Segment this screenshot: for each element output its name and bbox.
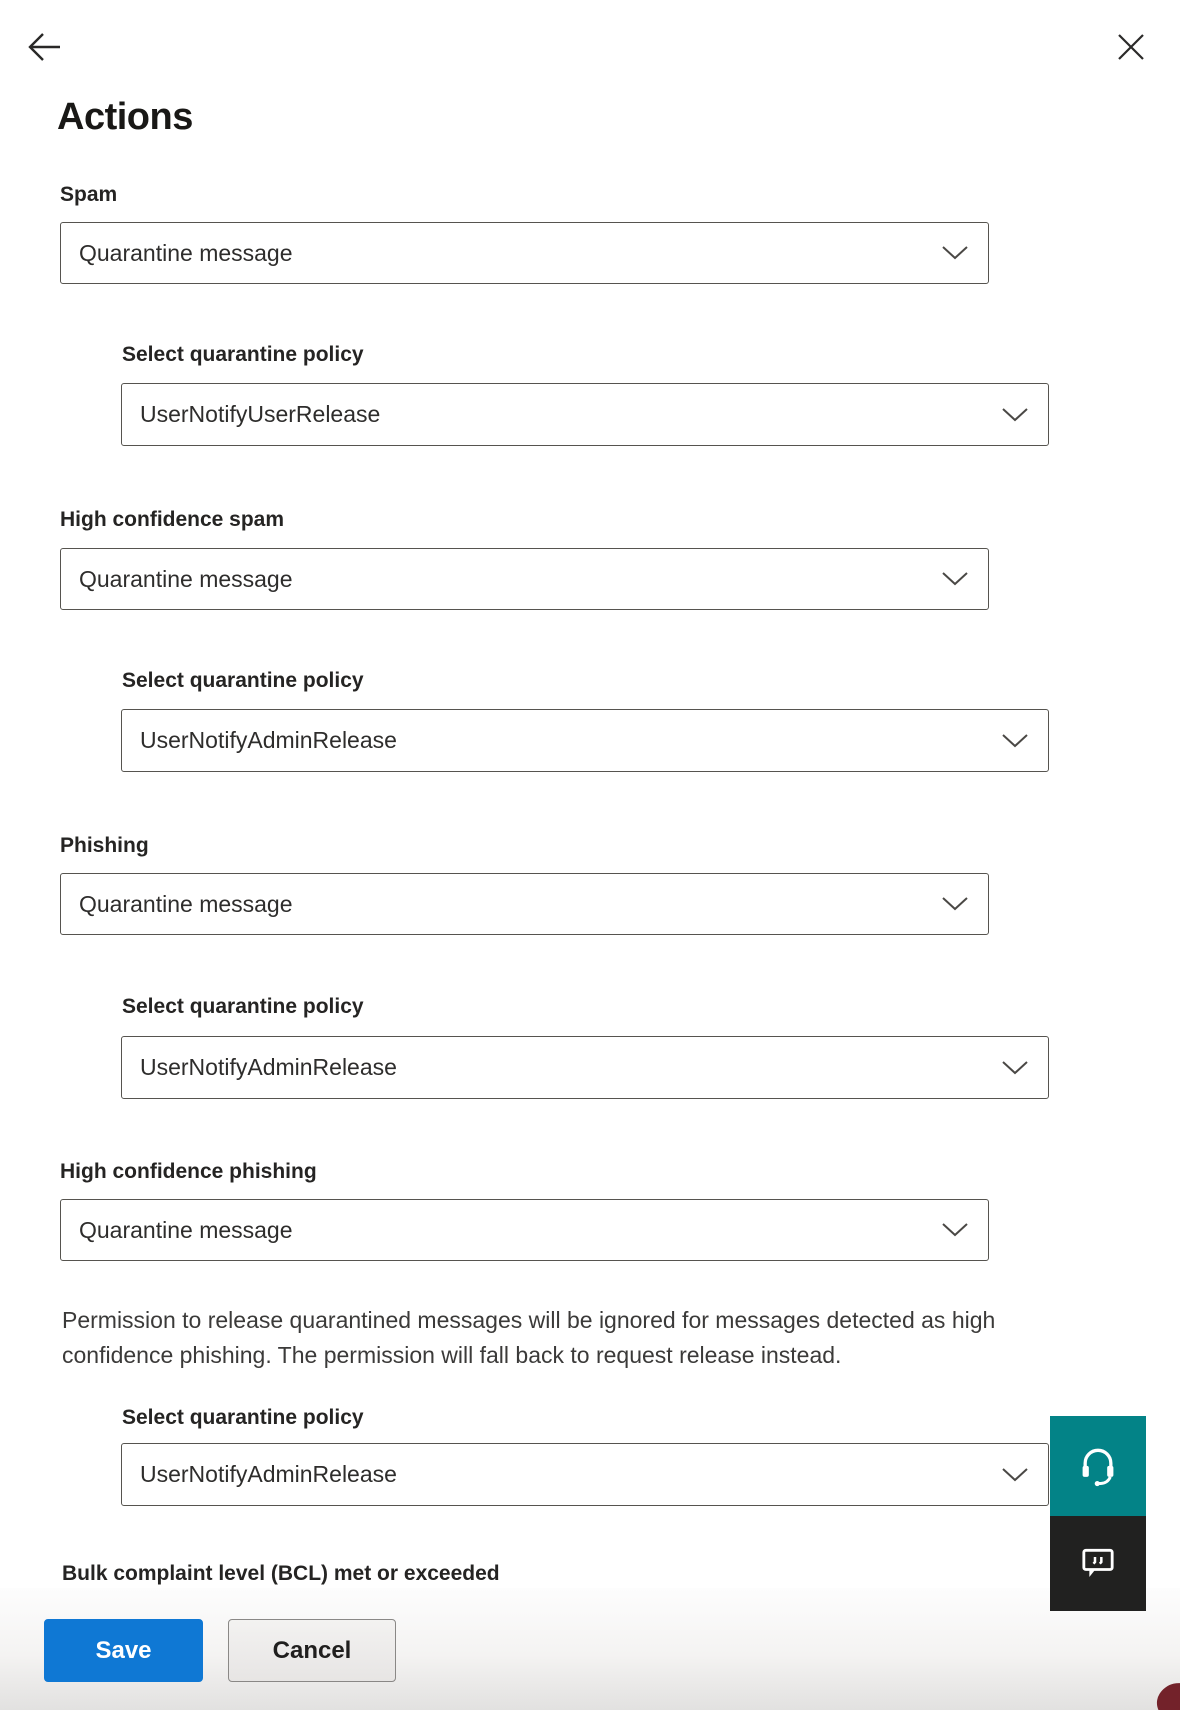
high-confidence-spam-policy-dropdown[interactable]: [121, 709, 1049, 772]
chat-bubble-icon: [1078, 1542, 1118, 1585]
chevron-down-icon: [942, 572, 968, 586]
page-title: Actions: [57, 96, 193, 138]
chevron-down-icon: [1002, 408, 1028, 422]
high-confidence-spam-action-value: Quarantine message: [79, 565, 293, 592]
chevron-down-icon: [942, 246, 968, 260]
feedback-chat-button[interactable]: [1050, 1516, 1146, 1611]
back-arrow-icon: [26, 52, 62, 67]
spam-policy-dropdown[interactable]: [121, 383, 1049, 446]
high-confidence-phishing-policy-value: UserNotifyAdminRelease: [140, 1461, 397, 1487]
close-icon: [1117, 49, 1145, 64]
high-confidence-phishing-action-value: Quarantine message: [79, 1216, 293, 1243]
phishing-policy-label: Select quarantine policy: [122, 995, 364, 1018]
chevron-down-icon: [1002, 734, 1028, 748]
high-confidence-spam-policy-label: Select quarantine policy: [122, 669, 364, 692]
chevron-down-icon: [1002, 1468, 1028, 1482]
high-confidence-phishing-policy-label: Select quarantine policy: [122, 1406, 364, 1429]
save-button[interactable]: Save: [44, 1619, 203, 1682]
bulk-complaint-level-label: Bulk complaint level (BCL) met or exceeded: [62, 1562, 500, 1585]
high-confidence-phishing-action-dropdown[interactable]: [60, 1199, 989, 1261]
high-confidence-spam-label: High confidence spam: [60, 508, 285, 531]
phishing-action-dropdown[interactable]: [60, 873, 989, 935]
phishing-policy-value: UserNotifyAdminRelease: [140, 1054, 397, 1080]
phishing-label: Phishing: [60, 834, 149, 857]
high-confidence-phishing-label: High confidence phishing: [60, 1160, 317, 1183]
cancel-button[interactable]: Cancel: [228, 1619, 396, 1682]
spam-label: Spam: [60, 183, 118, 206]
back-button[interactable]: [26, 30, 62, 64]
footer-bar: [0, 1588, 1180, 1710]
high-confidence-spam-policy-value: UserNotifyAdminRelease: [140, 727, 397, 753]
spam-policy-value: UserNotifyUserRelease: [140, 401, 381, 427]
spam-policy-label: Select quarantine policy: [122, 343, 364, 366]
spam-action-dropdown[interactable]: [60, 222, 989, 284]
chevron-down-icon: [942, 897, 968, 911]
phishing-action-value: Quarantine message: [79, 890, 293, 917]
phishing-policy-dropdown[interactable]: [121, 1036, 1049, 1099]
high-confidence-phishing-note: Permission to release quarantined messages will be ignored for messages detected as high confidence phishing. The permission will fall back to request release instead.: [62, 1307, 996, 1368]
help-support-button[interactable]: [1050, 1416, 1146, 1516]
high-confidence-spam-action-dropdown[interactable]: [60, 548, 989, 610]
high-confidence-phishing-policy-dropdown[interactable]: [121, 1443, 1049, 1506]
close-button[interactable]: [1117, 33, 1145, 61]
spam-action-value: Quarantine message: [79, 239, 293, 266]
chevron-down-icon: [942, 1223, 968, 1237]
chevron-down-icon: [1002, 1061, 1028, 1075]
headset-icon: [1076, 1443, 1120, 1490]
